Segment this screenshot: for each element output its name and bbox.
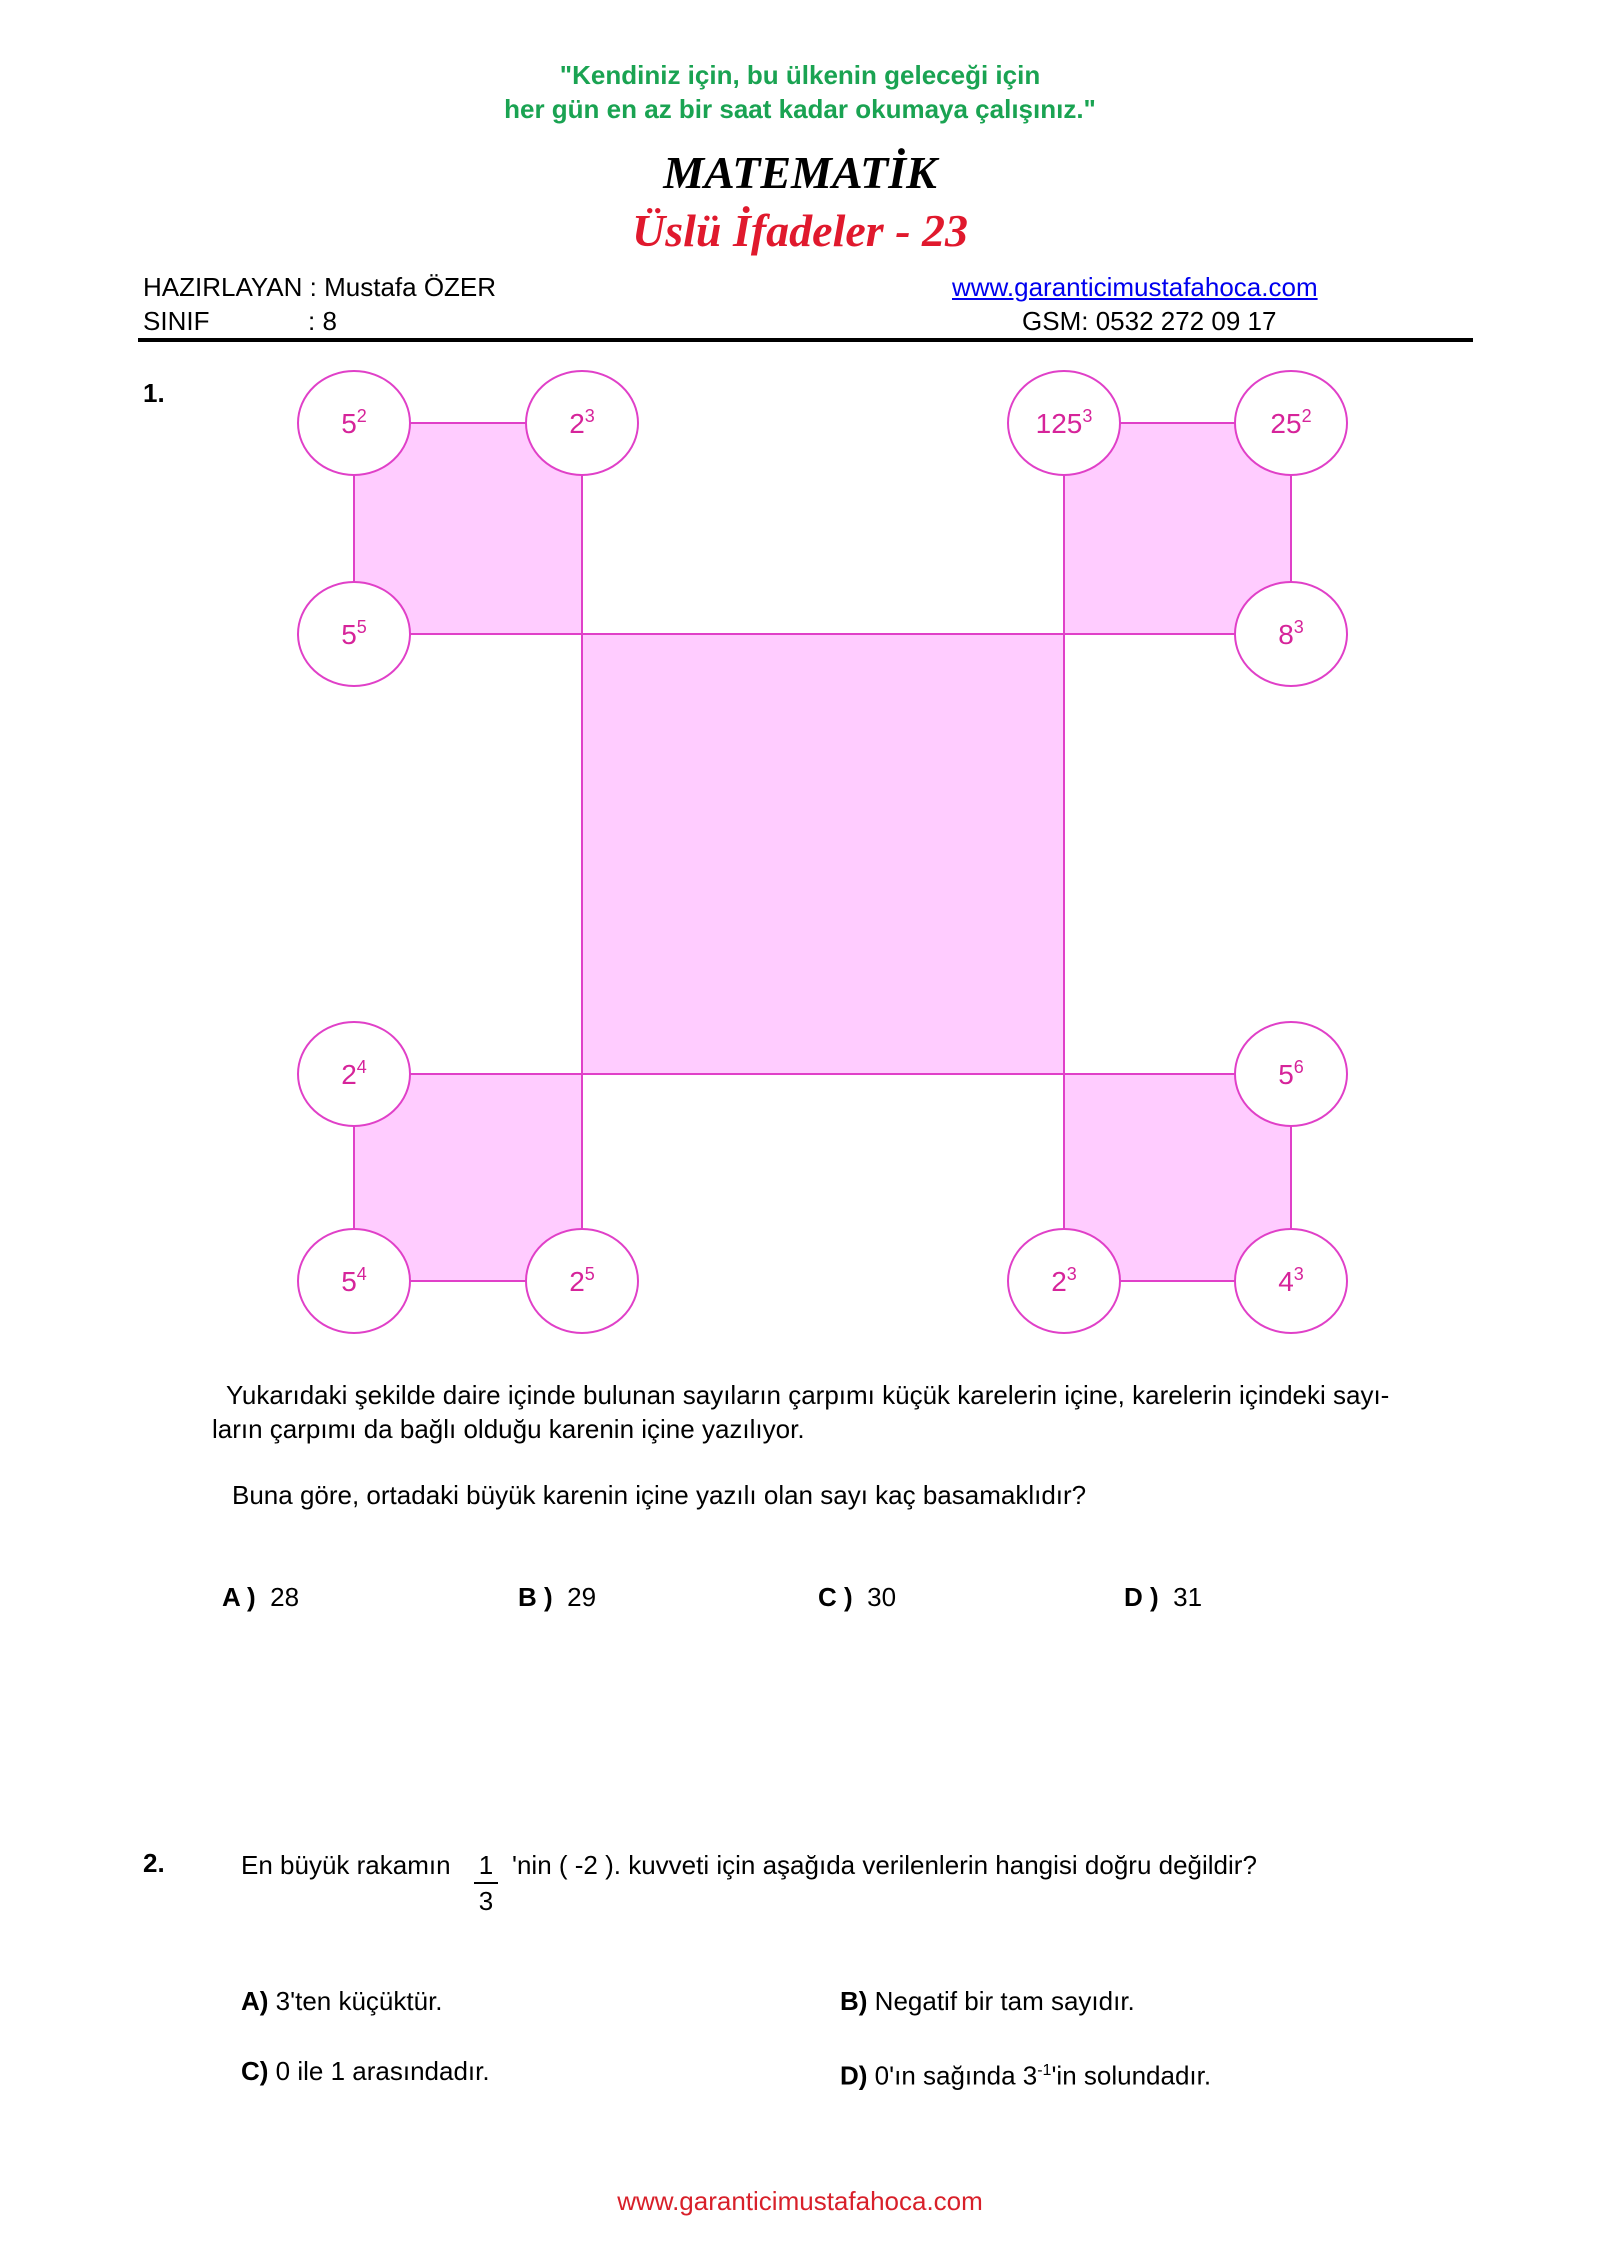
q1-option-b-value: 29	[567, 1582, 597, 1612]
q1-option-b-letter: B )	[518, 1582, 553, 1612]
gsm-label: GSM:	[1022, 306, 1089, 336]
q2-option-b[interactable]	[840, 1984, 1135, 2018]
q1-option-c[interactable]	[818, 1580, 896, 1614]
q2-option-c-text: 0 ile 1 arasındadır.	[275, 2056, 490, 2086]
q2-option-a[interactable]	[241, 1984, 443, 2018]
question-1-prompt: Buna göre, ortadaki büyük karenin içine yazılı olan sayı kaç basamaklıdır?	[232, 1480, 1087, 1510]
power-label: $25^2$	[1270, 406, 1312, 439]
q1-option-c-letter: C )	[818, 1582, 853, 1612]
power-label: $2^4$	[341, 1057, 367, 1090]
q2-option-b-letter: B)	[840, 1986, 868, 2016]
question-2-text-after: 'nin ( -2 ). kuvveti için aşağıda verilenlerin hangisi doğru değildir?	[512, 1850, 1257, 1880]
q2-option-d[interactable]	[840, 2054, 1211, 2093]
power-label: $125^3$	[1035, 406, 1093, 439]
footer-website[interactable]: www.garanticimustafahoca.com	[617, 2186, 983, 2216]
q1-option-d-value: 31	[1173, 1582, 1203, 1612]
power-label: $5^2$	[341, 406, 367, 439]
subject-title: MATEMATİK	[663, 147, 937, 198]
q2-option-a-letter: A)	[241, 1986, 269, 2016]
fraction-denominator: 3	[478, 1886, 494, 1916]
motto-line-2: her gün en az bir saat kadar okumaya çalışınız."	[504, 94, 1096, 124]
q2-option-b-text: Negatif bir tam sayıdır.	[874, 1986, 1135, 2016]
center-square	[582, 634, 1064, 1074]
gsm-value: 0532 272 09 17	[1095, 306, 1277, 336]
author-label: HAZIRLAYAN	[143, 272, 303, 302]
class-value: : 8	[308, 306, 337, 336]
power-label: $2^3$	[1051, 1264, 1077, 1297]
q2-option-d-text-2: 'in solundadır.	[1051, 2060, 1212, 2091]
q1-option-a-value: 28	[270, 1582, 300, 1612]
q2-option-d-exponent: -1	[1037, 2062, 1052, 2079]
motto-line-1: "Kendiniz için, bu ülkenin geleceği için	[559, 60, 1041, 90]
power-label: $5^4$	[341, 1264, 367, 1297]
q2-option-a-text: 3'ten küçüktür.	[275, 1986, 443, 2016]
power-label: $5^6$	[1278, 1057, 1304, 1090]
q2-option-d-letter: D)	[840, 2060, 868, 2091]
question-1-text-line-2: ların çarpımı da bağlı olduğu karenin içine yazılıyor.	[212, 1414, 805, 1444]
question-2-text-before: En büyük rakamın	[241, 1850, 451, 1880]
fraction-numerator: 1	[478, 1850, 494, 1880]
author-name: Mustafa ÖZER	[324, 272, 497, 302]
question-2-number: 2.	[143, 1848, 165, 1878]
q1-option-d-letter: D )	[1124, 1582, 1159, 1612]
q2-option-d-text-1: 0'ın sağında 3	[874, 2060, 1038, 2091]
topic-title: Üslü İfadeler - 23	[631, 205, 969, 256]
q2-option-c-letter: C)	[241, 2056, 269, 2086]
question-1-number: 1.	[143, 378, 165, 408]
q2-option-c[interactable]	[241, 2054, 490, 2088]
q1-option-c-value: 30	[867, 1582, 897, 1612]
power-label: $2^5$	[569, 1264, 595, 1297]
q1-option-b[interactable]	[518, 1580, 596, 1614]
website-link[interactable]: www.garanticimustafahoca.com	[952, 272, 1318, 302]
question-1-text-line-1: Yukarıdaki şekilde daire içinde bulunan sayıların çarpımı küçük karelerin içine, karelerin içindeki sayı-	[226, 1380, 1390, 1410]
power-label: $5^5$	[341, 617, 367, 650]
power-label: $2^3$	[569, 406, 595, 439]
q1-option-a[interactable]	[222, 1580, 299, 1614]
power-label: $4^3$	[1278, 1264, 1304, 1297]
q1-option-a-letter: A )	[222, 1582, 256, 1612]
author-separator: :	[309, 272, 317, 302]
q1-option-d[interactable]	[1124, 1580, 1202, 1614]
class-label: SINIF	[143, 306, 210, 336]
power-label: $8^3$	[1278, 617, 1304, 650]
